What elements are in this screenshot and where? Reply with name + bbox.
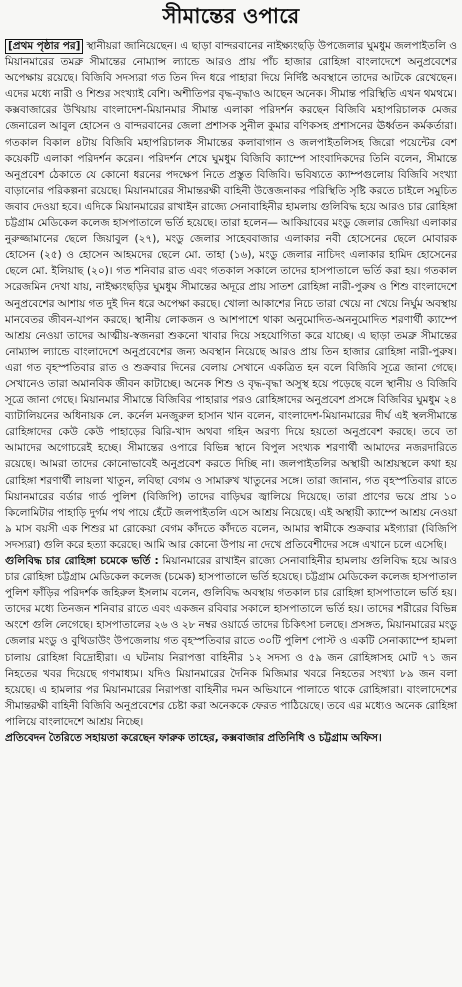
- article-paragraph-1: [5, 38, 457, 553]
- paragraph-text: স্থানীয়রা জানিয়েছেন। এ ছাড়া বান্দরবানের নাইক্ষ্যংছড়ি উপজেলার ঘুমধুম জলপাইতলি ও মিয়ানমারের তমব্রু সীমান্তের নোম্যান্স ল্যান্ডে আরও প্রায় পাঁচ হাজার রোহিঙ্গা বাংলাদেশে অনুপ্রবেশের অপেক্ষায় রয়েছে। বিজিবি সদস্যরা গত তিন দিন ধরে পাহারা দিয়ে নির্দিষ্ট অবস্থানে তাদের আটকে রেখেছেন। এদের মধ্যে নারী ও শিশুর সংখ্যাই বেশি। অশীতিপর বৃদ্ধ-বৃদ্ধাও আছেন অনেক। সীমান্ত পরিস্থিতি এখন থমথমে। কক্সবাজারের উখিয়ায় বাংলাদেশ-মিয়ানমার সীমান্ত এলাকা পরিদর্শন করছেন বিজিবি মহাপরিচালক মেজর জেনারেল আবুল হোসেন ও বান্দরবানের জেলা প্রশাসক সুনীল কুমার বণিকসহ প্রশাসনের ঊর্ধ্বতন কর্মকর্তারা। গতকাল বিকাল ৪টায় বিজিবি মহাপরিচালক সীমান্তের কলাবাগান ও জলপাইতলিসহ জিরো পয়েন্টের বেশ কয়েকটি এলাকা পরিদর্শন করেন। পরিদর্শন শেষে ঘুমধুম বিজিবি ক্যাম্পে সাংবাদিকদের তিনি বলেন, সীমান্তে অনুপ্রবেশ ঠেকাতে যে কোনো ধরনের পদক্ষেপ নিতে প্রস্তুত বিজিবি। ভবিষ্যতে ক্যাম্পগুলোয় বিজিবি সংখ্যা বাড়ানোর পরিকল্পনা রয়েছে। মিয়ানমারের সীমান্তরক্ষী বাহিনী উত্তেজনাকর পরিস্থিতি সৃষ্টি করতে চাইলে সমুচিত জবাব দেওয়া হবে। এদিকে মিয়ানমারের রাখাইন রাজ্যে সেনাবাহিনীর হামলায় গুলিবিদ্ধ হয়ে আরও চার রোহিঙ্গা চট্টগ্রাম মেডিকেল কলেজ হাসপাতালে ভর্তি হয়েছে। তারা হলেন— আকিয়াবের মংডু জেলার জেদিয়া এলাকার নুরুজ্জামানের ছেলে জিয়াবুল (২৭), মংডু জেলার সাহেববাজার এলাকার নবী হোসেনের ছেলে মোবারক হোসেন (২৫) ও হোসেন আহমদের ছেলে মো. তাহা (১৬), মংডু জেলার নাচিদং এলাকার হামিদ হোসেনের ছেলে মো. ইলিয়াছ (২০)। গত শনিবার রাত এবং গতকাল সকালে তাদের হাসপাতালে ভর্তি করা হয়। গতকাল সরেজমিন দেখা যায়, নাইক্ষ্যংছড়ির ঘুমধুম সীমান্তের অদূরে প্রায় সাতশ রোহিঙ্গা নারী-পুরুষ ও শিশু বাংলাদেশে অনুপ্রবেশের আশায় গত দুই দিন ধরে অপেক্ষা করছে। খোলা আকাশের নিচে তারা খেয়ে না খেয়ে নির্ঘুম অবস্থায় মানবেতর জীবন-যাপন করছে। স্থানীয় লোকজন ও আশপাশে থাকা অনুমোদিত-অননুমোদিত শরণার্থী ক্যাম্পে আশ্রয় নেওয়া তাদের আত্মীয়-স্বজনরা শুকনো খাবার দিয়ে সহযোগিতা করে যাচ্ছে। এ ছাড়া তমব্রু সীমান্তের নোম্যান্স ল্যান্ডে বাংলাদেশে অনুপ্রবেশের জন্য অবস্থান নিয়েছে আরও প্রায় তিন হাজার রোহিঙ্গা নারী-পুরুষ। এরা গত বৃহস্পতিবার রাত ও শুক্রবার দিনের বেলায় সেখানে একত্রিত হন বলে বিজিবি সূত্রে জানা গেছে। সেখানেও তারা অমানবিক জীবন কাটাচ্ছে। অনেক শিশু ও বৃদ্ধ-বৃদ্ধা অসুস্থ হয়ে পড়েছে বলে স্থানীয় ও বিজিবি সূত্রে জানা গেছে। মিয়ানমার সীমান্তে বিজিবির পাহারার পরও রোহিঙ্গাদের অনুপ্রবেশ প্রসঙ্গে বিজিবির ঘুমধুম ২৪ ব্যাটালিয়নের অধিনায়ক লে. কর্নেল মনজুরুল হাসান খান বলেন, বাংলাদেশ-মিয়ানমারের দীর্ঘ এই স্থলসীমান্তে রোহিঙ্গাদের কেউ কেউ পাহাড়ের ঝিরি-খাদ অথবা গহিন অরণ্য দিয়ে হয়তো অনুপ্রবেশ করছে। তবে তা আমাদের অগোচরেই হচ্ছে। সীমান্তের ওপারে বিভিন্ন স্থানে বিপুল সংখ্যক শরণার্থী আমাদের নজরদারিতে রয়েছে। আমরা তাদের কোনোভাবেই অনুপ্রবেশ করতে দিচ্ছি না। জলপাইতলির অস্থায়ী আশ্রয়স্থলে কথা হয় রোহিঙ্গা শরণার্থী লায়লা খাতুন, লবিছা বেগম ও সামারুখ খাতুনের সঙ্গে। তারা জানান, গত বৃহস্পতিবার রাতে মিয়ানমারের বর্ডার গার্ড পুলিশ (বিজিপি) তাদের বাড়িঘর জ্বালিয়ে দিয়েছে। তারা প্রাণের ভয়ে প্রায় ১০ কিলোমিটার পাহাড়ি দুর্গম পথ পায়ে হেঁটে জলপাইতলি এসে আশ্রয় নিয়েছে। এই অস্থায়ী ক্যাম্পে আশ্রয় নেওয়া ৯ মাস বয়সী এক শিশুর মা রোকেয়া বেগম কাঁদতে কাঁদতে বলেন, আমার স্বামীকে শুক্রবার মইগ্যারা (বিজিপি সদস্যরা) গুলি করে হত্যা করেছে। আমি আর কোনো উপায় না দেখে প্রতিবেশীদের সঙ্গে এখানে চলে এসেছি।: [5, 40, 457, 551]
- paragraph-text: মিয়ানমারের রাখাইন রাজ্যে সেনাবাহিনীর হামলায় গুলিবিদ্ধ হয়ে আরও চার রোহিঙ্গা চট্টগ্রাম মেডিকেল কলেজ (চমেক) হাসপাতালে ভর্তি হয়েছে। চট্টগ্রাম মেডিকেল কলেজ হাসপাতাল পুলিশ ফাঁড়ির পরিদর্শক জহিরুল ইসলাম বলেন, গুলিবিদ্ধ অবস্থায় গতকাল চার রোহিঙ্গা হাসপাতালে ভর্তি হয়। তাদের মধ্যে তিনজন শনিবার রাতে এবং একজন রবিবার সকালে হাসপাতালে ভর্তি হয়। তাদের শরীরের বিভিন্ন অংশে গুলি লেগেছে। হাসপাতালের ২৬ ও ২৮ নম্বর ওয়ার্ডে তাদের চিকিৎসা চলছে। প্রসঙ্গত, মিয়ানমারের মংডু জেলার মংডু ও বুথিডাউং উপজেলায় গত বৃহস্পতিবার রাতে ৩০টি পুলিশ পোস্ট ও একটি সেনাক্যাম্পে হামলা চালায় রোহিঙ্গা বিদ্রোহীরা। এ ঘটনায় নিরাপত্তা বাহিনীর ১২ সদস্য ও ৫৯ জন রোহিঙ্গাসহ মোট ৭১ জন নিহতের খবর দিয়েছে গণমাধ্যম। যদিও মিয়ানমারের দৈনিক মিজিমার খবরে নিহতের সংখ্যা ৮৯ জন বলা হয়েছে। এ হামলার পর মিয়ানমারের নিরাপত্তা বাহিনীর দমন অভিযানে পালাতে থাকে রোহিঙ্গারা। বাংলাদেশের সীমান্তরক্ষী বাহিনী বিজিবি অনুপ্রবেশের চেষ্টা করা অনেককে ফেরত পাঠিয়েছে। তবে এর মধ্যেও অনেক রোহিঙ্গা পালিয়ে বাংলাদেশে আশ্রয় নিচ্ছে।: [5, 555, 457, 728]
- continued-from-front-page-label: [প্রথম পৃষ্ঠার পর]: [5, 39, 83, 54]
- section-subhead: গুলিবিদ্ধ চার রোহিঙ্গা চমেকে ভর্তি :: [5, 555, 159, 567]
- article-headline: সীমান্তের ওপারে: [162, 3, 300, 28]
- article-paragraph-2: [5, 553, 457, 730]
- reporting-credit: প্রতিবেদন তৈরিতে সহায়তা করেছেন ফারুক তাহের, কক্সবাজার প্রতিনিধি ও চট্টগ্রাম অফিস।: [5, 732, 382, 745]
